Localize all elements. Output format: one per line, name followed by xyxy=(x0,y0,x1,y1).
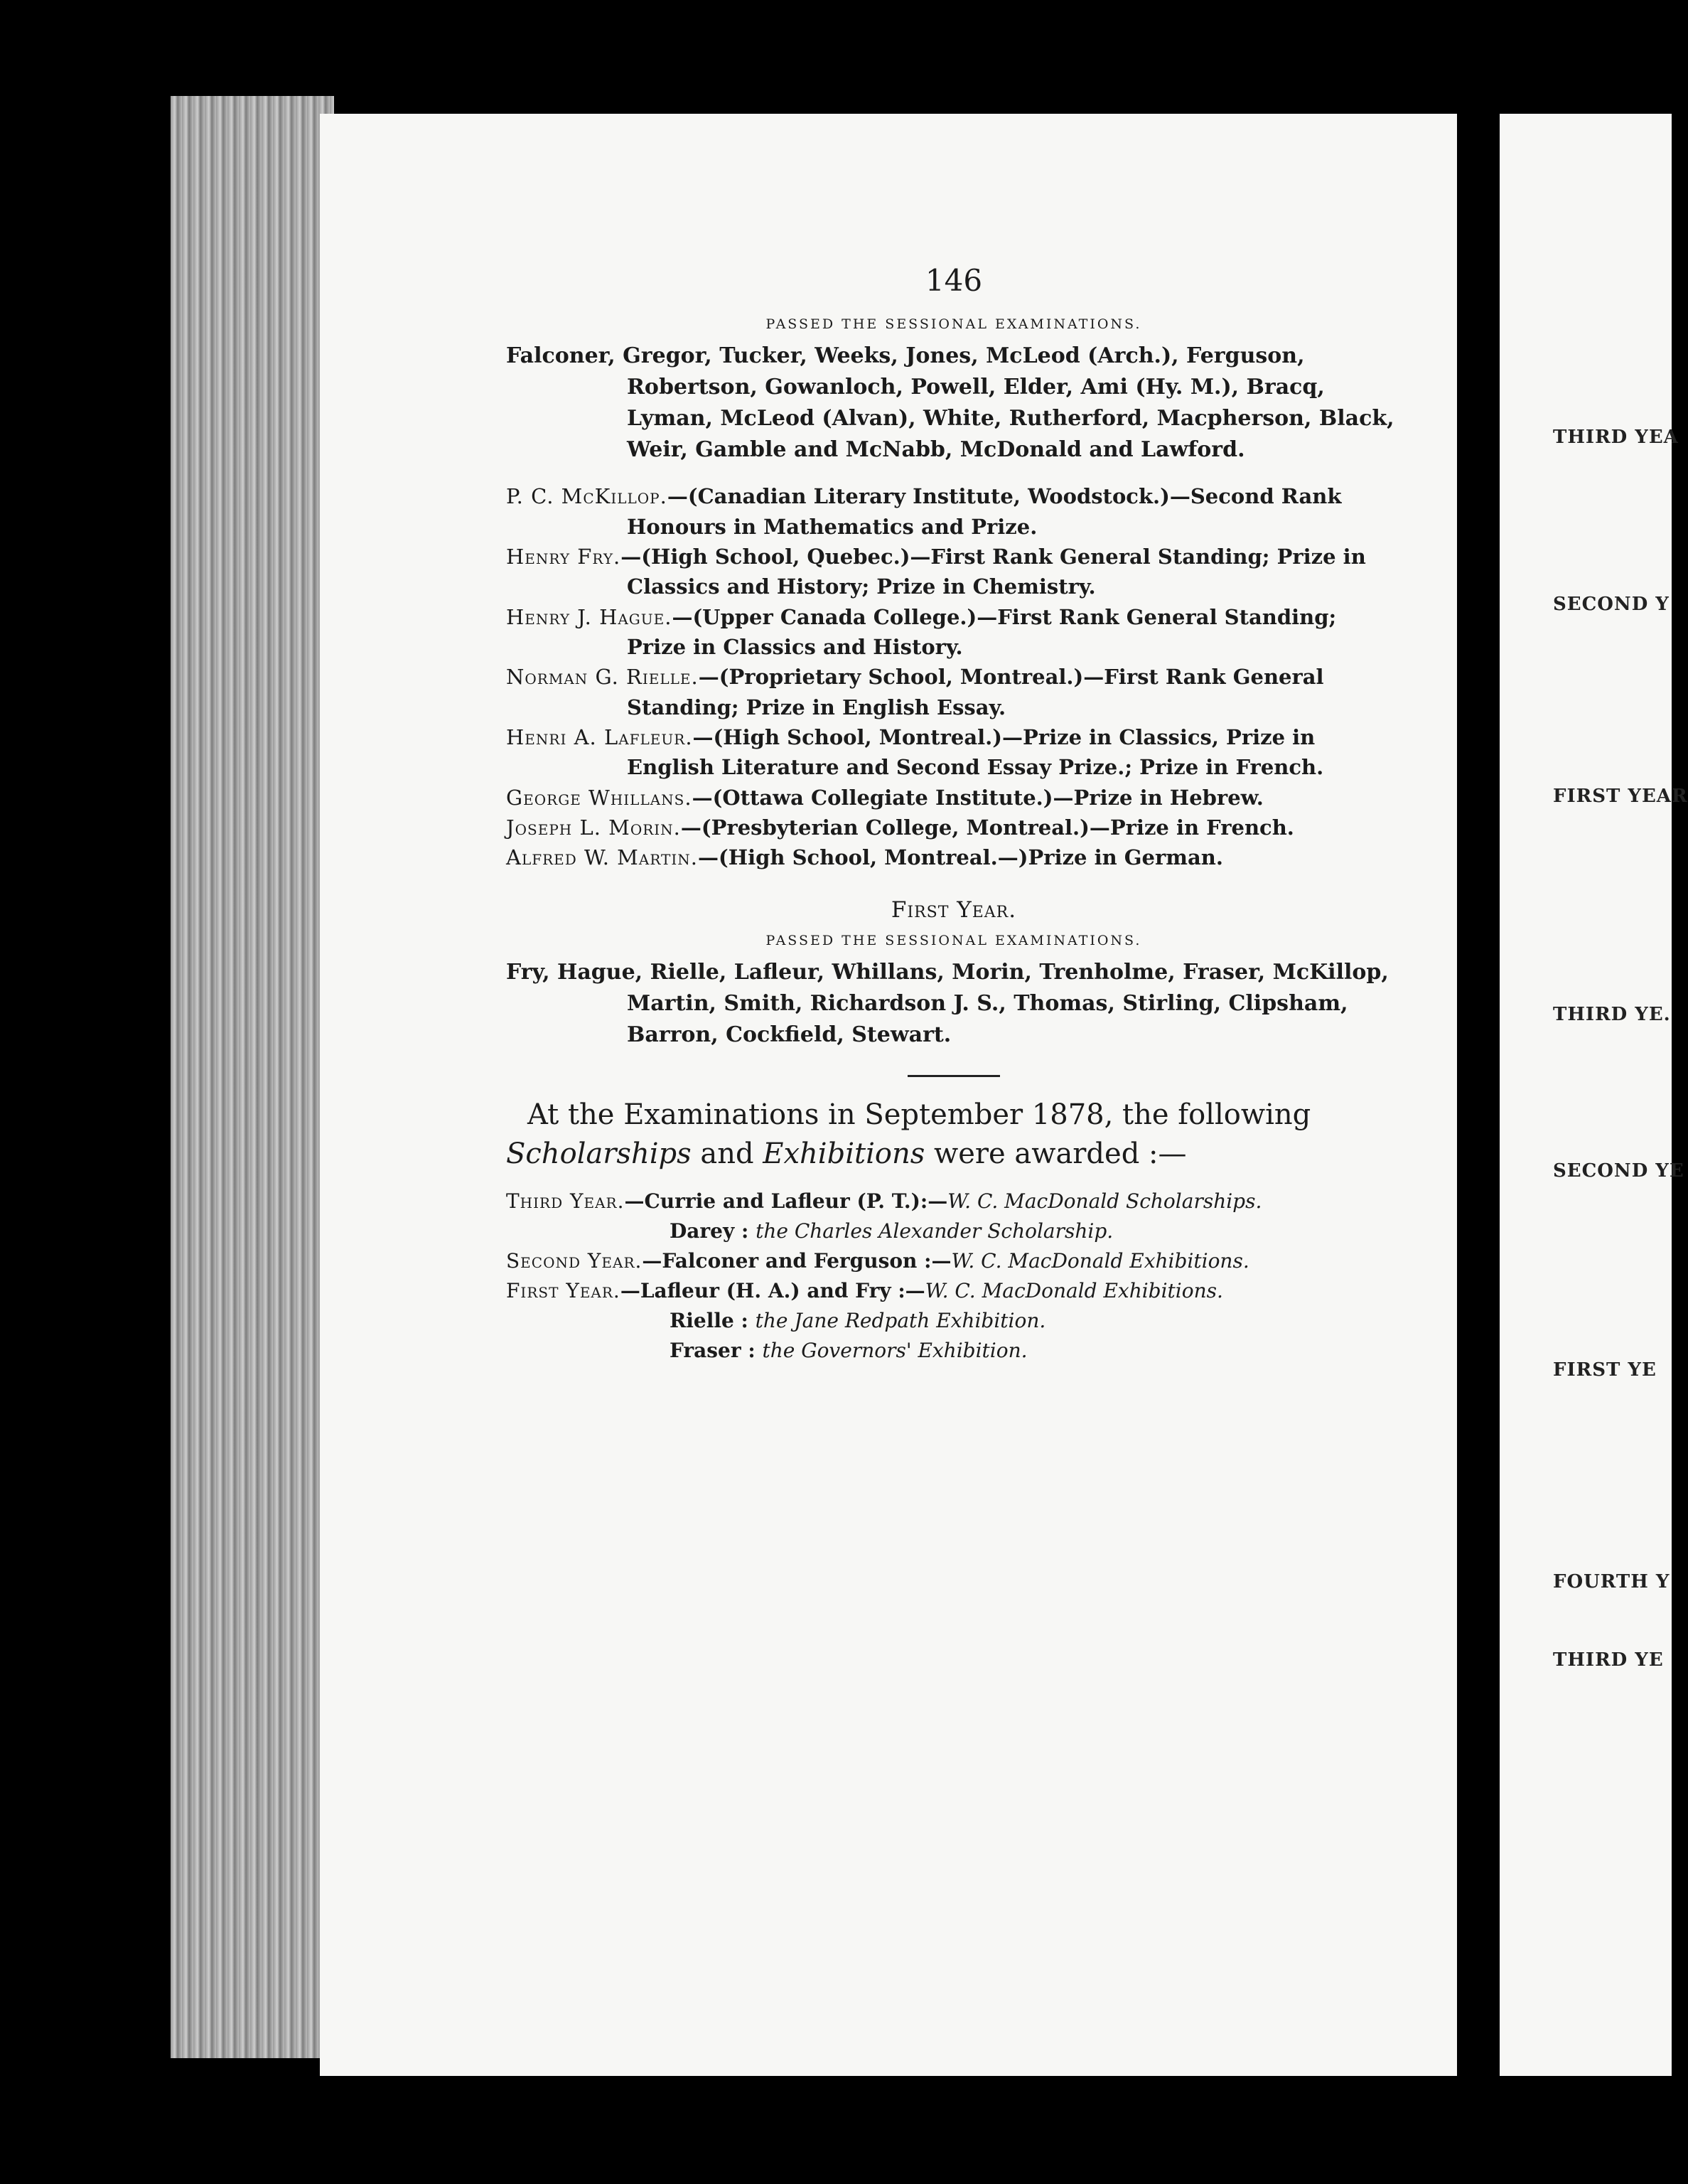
facing-label: THIRD YEA xyxy=(1553,427,1679,448)
first-year-heading: First Year. xyxy=(891,896,1017,923)
honour-name: P. C. McKillop. xyxy=(506,484,667,509)
facing-page xyxy=(1500,114,1688,2076)
honour-name: Alfred W. Martin. xyxy=(506,845,698,870)
award-line: Rielle : the Jane Redpath Exhibition. xyxy=(670,1309,1046,1333)
award-line: Third Year.—Currie and Lafleur (P. T.):—W. C. MacDonald Scholarships. xyxy=(506,1189,1262,1214)
facing-label: SECOND Y xyxy=(1553,594,1670,615)
page-content xyxy=(506,263,1402,1366)
page-edges xyxy=(171,96,334,2058)
award-line: First Year.—Lafleur (H. A.) and Fry :—W. C. MacDonald Exhibitions. xyxy=(506,1279,1223,1303)
award-line: Fraser : the Governors' Exhibition. xyxy=(670,1339,1028,1363)
honour-text: —(Upper Canada College.)—First Rank General Standing; Prize in Classics and History. xyxy=(627,604,1337,660)
honour-entry xyxy=(506,602,1402,663)
award-line: Darey : the Charles Alexander Scholarship. xyxy=(670,1219,1114,1243)
honour-text: —(High School, Montreal.)—Prize in Classics, Prize in English Literature and Second Essay Prize.; Prize in French. xyxy=(627,725,1324,780)
honour-text: —(Canadian Literary Institute, Woodstock.)—Second Rank Honours in Mathematics and Prize. xyxy=(627,484,1342,539)
facing-label: THIRD YE xyxy=(1553,1649,1664,1671)
facing-label: FIRST YEAR xyxy=(1553,786,1688,807)
award-line: Second Year.—Falconer and Ferguson :—W. C. MacDonald Exhibitions. xyxy=(506,1249,1249,1273)
honour-name: George Whillans. xyxy=(506,785,692,810)
honour-name: Norman G. Rielle. xyxy=(506,665,699,690)
honour-text: —(Ottawa Collegiate Institute.)—Prize in Hebrew. xyxy=(692,785,1264,810)
honour-name: Joseph L. Morin. xyxy=(506,815,681,840)
page-number: 146 xyxy=(925,263,983,298)
honour-entry xyxy=(506,722,1402,783)
honour-entry xyxy=(506,813,1402,842)
honours-list xyxy=(506,481,1402,872)
honour-name: Henry J. Hague. xyxy=(506,604,672,629)
honour-entry xyxy=(506,481,1402,542)
honour-text: —(Presbyterian College, Montreal.)—Prize in French. xyxy=(680,815,1294,840)
awards-list xyxy=(506,1187,1402,1366)
honour-text: —(High School, Montreal.—)Prize in German. xyxy=(698,845,1223,870)
first-year-names: Fry, Hague, Rielle, Lafleur, Whillans, Morin, Trenholme, Fraser, McKillop, Martin, Smith, Richardson J. S., Thomas, Stirling, Clipsham, Barron, Cockfield, Stewart. xyxy=(506,959,1389,1047)
facing-label: SECOND YE xyxy=(1553,1160,1684,1182)
honour-name: Henry Fry. xyxy=(506,545,621,569)
passed-names: Falconer, Gregor, Tucker, Weeks, Jones, McLeod (Arch.), Ferguson, Robertson, Gowanloch, Powell, Elder, Ami (Hy. M.), Bracq, Lyman, McLeod (Alvan), White, Rutherford, Macpherson, Black, Weir, Gamble and McNabb, McDonald and Lawford. xyxy=(506,343,1394,463)
section-subhead: PASSED THE SESSIONAL EXAMINATIONS. xyxy=(765,316,1142,332)
first-year-subhead: PASSED THE SESSIONAL EXAMINATIONS. xyxy=(765,932,1142,948)
honour-text: —(Proprietary School, Montreal.)—First Rank General Standing; Prize in English Essay. xyxy=(627,665,1324,719)
section-divider xyxy=(908,1075,1000,1077)
honour-entry xyxy=(506,662,1402,722)
scholarships-intro: At the Examinations in September 1878, the following Scholarships and Exhibitions were awarded :— xyxy=(506,1098,1311,1171)
honour-entry xyxy=(506,783,1402,813)
facing-label: FIRST YE xyxy=(1553,1359,1657,1381)
facing-label: FOURTH Y xyxy=(1553,1571,1670,1592)
honour-entry xyxy=(506,842,1402,872)
honour-text: —(High School, Quebec.)—First Rank General Standing; Prize in Classics and History; Prize in Chemistry. xyxy=(620,545,1366,599)
honour-name: Henri A. Lafleur. xyxy=(506,725,693,749)
honour-entry xyxy=(506,542,1402,602)
facing-label: THIRD YE. xyxy=(1553,1004,1671,1025)
